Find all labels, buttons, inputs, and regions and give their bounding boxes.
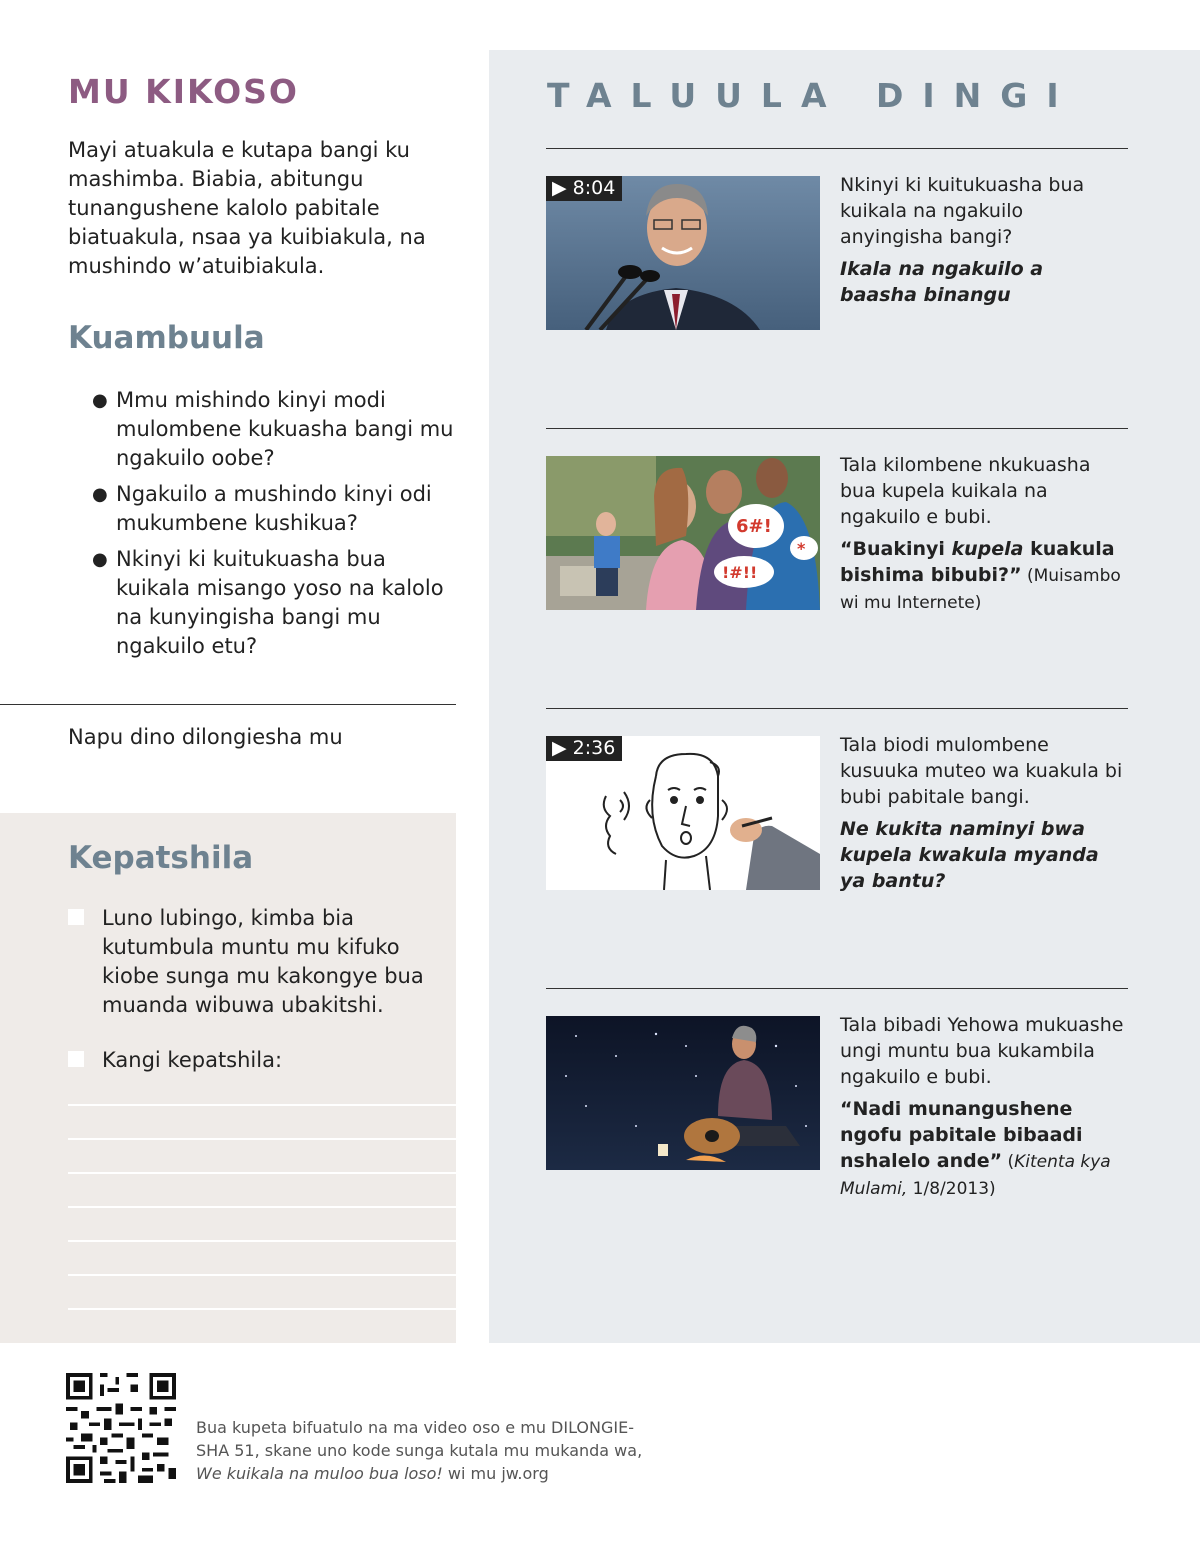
mu-kikoso-text: Mayi atuakula e kutapa bangi ku mashimba. Biabia, abitungu tunangushene kalolo pabitale biatuakula, nsaa ya kuibiakula, na mushindo w’atuibiakula. xyxy=(68,138,426,278)
row-divider xyxy=(546,428,1128,429)
video-duration: ▶ 8:04 xyxy=(546,176,622,201)
checkbox[interactable] xyxy=(68,1051,84,1067)
svg-text:6#!: 6#! xyxy=(736,516,772,537)
video-thumbnail-speaker[interactable] xyxy=(546,176,820,330)
night-sky-man-image xyxy=(546,1016,820,1170)
row-divider xyxy=(546,148,1128,149)
kuambuula-title: Kuambuula xyxy=(68,320,265,356)
kepatshila-title: Kepatshila xyxy=(68,840,254,876)
item-link[interactable]: Ne kukita naminyi bwa kupela kwakula myanda ya bantu? xyxy=(840,818,1099,892)
bullet-icon: ● xyxy=(92,390,108,411)
write-line[interactable] xyxy=(68,1138,456,1140)
footer-note: Bua kupeta bifuatulo na ma video oso e mu DILONGIE- SHA 51, skane uno kode sunga kutala mu mukanda wa, We kuikala na muloo bua loso! wi mu jw.org xyxy=(196,1418,643,1483)
write-line[interactable] xyxy=(68,1172,456,1174)
item-description: Tala bibadi Yehowa mukuashe ungi muntu bua kukambila ngakuilo e bubi. “Nadi munangushene ngofu pabitale bibaadi nshalelo ande” (Kitenta kya Mulami, 1/8/2013) xyxy=(840,1012,1125,1202)
item-description: Nkinyi ki kuitukuasha bua kuikala na ngakuilo anyingisha bangi? Ikala na ngakuilo a baasha binangu xyxy=(840,172,1125,308)
kepatshila-item: Kangi kepatshila: xyxy=(68,1046,448,1075)
discussion-questions xyxy=(92,386,458,668)
item-description: Tala kilombene nkukuasha bua kupela kuikala na ngakuilo e bubi. “Buakinyi kupela kuakula bishima bibubi?” (Muisambo wi mu Internete) xyxy=(840,452,1125,616)
checkbox[interactable] xyxy=(68,909,84,925)
item-link[interactable]: Ikala na ngakuilo a baasha binangu xyxy=(840,258,1044,306)
teens-image xyxy=(546,456,820,610)
video-thumbnail-whiteboard[interactable] xyxy=(546,736,820,890)
qr-code-icon[interactable] xyxy=(66,1373,176,1483)
svg-text:!#!!: !#!! xyxy=(722,563,758,582)
question-item: ● Ngakuilo a mushindo kinyi odi mukumbene kushikua? xyxy=(92,482,432,535)
row-divider xyxy=(546,988,1128,989)
svg-text:*: * xyxy=(797,539,806,558)
row-divider xyxy=(546,708,1128,709)
article-thumbnail-teens[interactable] xyxy=(546,456,820,610)
video-duration: ▶ 2:36 xyxy=(546,736,622,761)
write-line[interactable] xyxy=(68,1206,456,1208)
bullet-icon: ● xyxy=(92,549,108,570)
section-divider xyxy=(0,704,456,705)
write-line[interactable] xyxy=(68,1240,456,1242)
bullet-icon: ● xyxy=(92,484,108,505)
taluula-dingi-panel xyxy=(489,50,1200,1343)
napu-text: Napu dino dilongiesha mu xyxy=(68,725,343,749)
write-line[interactable] xyxy=(68,1104,456,1106)
kepatshila-item: Luno lubingo, kimba bia kutumbula muntu mu kifuko kiobe sunga mu kakongye bua muanda wibuwa ubakitshi. xyxy=(68,904,448,1020)
write-line[interactable] xyxy=(68,1274,456,1276)
article-thumbnail-stars[interactable] xyxy=(546,1016,820,1170)
kepatshila-box xyxy=(0,813,456,1343)
write-line[interactable] xyxy=(68,1308,456,1310)
taluula-dingi-title: TALUULA DINGI xyxy=(547,76,1078,115)
question-item: ● Nkinyi ki kuitukuasha bua kuikala misango yoso na kalolo na kunyingisha bangi mu ngakuilo etu? xyxy=(92,547,444,658)
item-description: Tala biodi mulombene kusuuka muteo wa kuakula bi bubi pabitale bangi. Ne kukita naminyi bwa kupela kwakula myanda ya bantu? xyxy=(840,732,1125,894)
mu-kikoso-title: MU KIKOSO xyxy=(68,72,299,111)
footer-publication-title: We kuikala na muloo bua loso! xyxy=(196,1464,443,1483)
item-link[interactable]: “Buakinyi kupela kuakula bishima bibubi?” (Muisambo wi mu Internete) xyxy=(840,538,1121,613)
item-link[interactable]: “Nadi munangushene ngofu pabitale bibaadi nshalelo ande” (Kitenta kya Mulami, 1/8/2013) xyxy=(840,1098,1111,1199)
question-item: ● Mmu mishindo kinyi modi mulombene kukuasha bangi mu ngakuilo oobe? xyxy=(92,388,454,470)
